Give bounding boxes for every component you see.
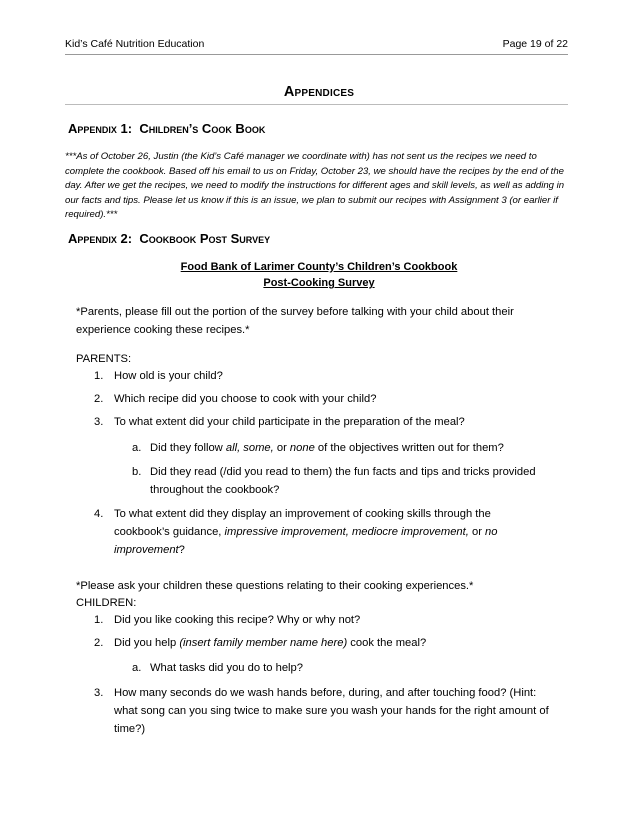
parents-label: PARENTS: (76, 353, 132, 365)
header-left: Kid’s Café Nutrition Education (65, 38, 205, 50)
appendix-1-note: ***As of October 26, Justin (the Kid’s Café manager we coordinate with) has not sent us the recipes we need to complete the cookbook. Based off his email to us on Friday, October 23, we should have the recipes by the end of the day. After we get the recipes, we need to modify the instructions for different ages and skill levels, as well as adding in our facts and tips. Please let us know if this is an issue, we plan to submit our recipes with Assignment 3 (or earlier if required).*** (65, 151, 565, 221)
parent-question-1: How old is your child? (114, 370, 223, 382)
child-question-3-line-1: How many seconds do we wash hands before, during, and after touching food? (Hint: (114, 687, 537, 699)
survey-title-line-1: Food Bank of Larimer County’s Children’s Cookbook (180, 261, 458, 273)
parent-question-2: Which recipe did you choose to cook with your child? (114, 393, 377, 405)
title-divider (65, 104, 568, 105)
header-divider (65, 54, 568, 55)
child-question-2a: What tasks did you do to help? (150, 662, 303, 674)
text-span: all, some, (225, 442, 274, 454)
text-span: none (289, 442, 315, 454)
text-span: cook the meal? (347, 637, 427, 649)
text-span: (insert family member name here) (179, 637, 348, 649)
list-marker: 2. (94, 393, 104, 405)
parent-instructions: *Parents, please fill out the portion of the survey before talking with your child about their experience cooking these recipes.* (76, 306, 514, 336)
children-label: CHILDREN: (76, 597, 137, 609)
text-span: ? (178, 544, 185, 556)
list-marker: a. (132, 662, 142, 674)
parent-question-4-line-2 (114, 523, 497, 541)
parent-question-4-line-3 (114, 541, 185, 559)
child-question-2 (114, 634, 426, 652)
text-span: improvement (114, 544, 179, 556)
text-span: or (273, 442, 290, 454)
parent-question-3: To what extent did your child participate in the preparation of the meal? (114, 416, 465, 428)
appendix-2-title: Cookbook Post Survey (139, 231, 271, 246)
page-title: Appendices (283, 84, 355, 100)
parent-question-3b-line-1: Did they read (/did you read to them) the fun facts and tips and tricks provided (150, 466, 536, 478)
list-marker: 2. (94, 637, 104, 649)
list-marker: 3. (94, 416, 104, 428)
child-question-3-line-3: time?) (114, 723, 146, 735)
child-instructions: *Please ask your children these questions relating to their cooking experiences.* (76, 580, 474, 592)
text-span: impressive improvement, mediocre improvement, (224, 526, 469, 538)
survey-title-line-2: Post-Cooking Survey (263, 277, 375, 289)
text-span: Did you help (114, 637, 180, 649)
text-span: or (468, 526, 486, 538)
list-marker: b. (132, 466, 142, 478)
parent-question-3b-line-2: throughout the cookbook? (150, 484, 280, 496)
text-span: no (485, 526, 498, 538)
list-marker: 1. (94, 370, 104, 382)
appendix-1-title: Children’s Cook Book (139, 121, 266, 136)
list-marker: 1. (94, 614, 104, 626)
parent-question-3a (150, 439, 504, 457)
list-marker: 4. (94, 508, 104, 520)
child-question-1: Did you like cooking this recipe? Why or why not? (114, 614, 361, 626)
appendix-1-label: Appendix 1: (68, 121, 133, 136)
child-question-3-line-2: what song can you sing twice to make sure you wash your hands for the right amount of (114, 705, 549, 717)
text-span: Did they follow (150, 442, 226, 454)
appendix-1-heading (68, 121, 265, 136)
text-span: of the objectives written out for them? (314, 442, 504, 454)
list-marker: a. (132, 442, 142, 454)
list-marker: 3. (94, 687, 104, 699)
header-page-number: Page 19 of 22 (502, 38, 568, 50)
parent-question-4-line-1: To what extent did they display an improvement of cooking skills through the (114, 508, 491, 520)
text-span: cookbook’s guidance, (114, 526, 225, 538)
appendix-2-heading (68, 231, 270, 246)
appendix-2-label: Appendix 2: (68, 231, 133, 246)
